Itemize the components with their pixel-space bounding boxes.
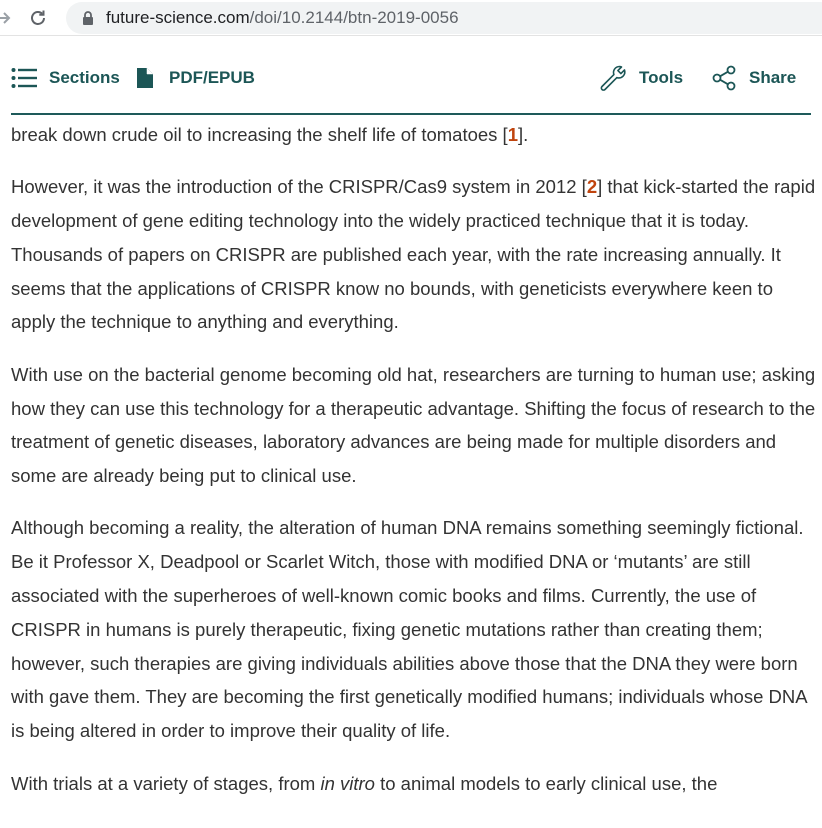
pdf-epub-button[interactable]	[136, 64, 255, 92]
wrench-icon	[599, 64, 627, 92]
p2-text: However, it was the introduction of the CRISPR/Cas9 system in 2012 [	[11, 176, 587, 198]
reference-link-2[interactable]: 2	[586, 176, 598, 198]
toolbar-divider	[11, 113, 811, 115]
sections-label: Sections	[49, 68, 120, 87]
browser-toolbar	[0, 0, 822, 36]
url-text[interactable]	[106, 8, 459, 28]
pdf-epub-label: PDF/EPUB	[169, 68, 255, 87]
p5-text: With trials at a variety of stages, from	[11, 772, 321, 794]
sections-button[interactable]	[11, 64, 120, 92]
tools-button[interactable]	[599, 64, 683, 92]
paragraph-1	[11, 118, 819, 152]
tools-label: Tools	[639, 68, 684, 87]
document-icon	[136, 67, 154, 89]
share-button[interactable]	[712, 64, 796, 92]
url-path: /doi/10.2144/btn-2019-0056	[249, 8, 459, 27]
share-label: Share	[749, 68, 797, 87]
paragraph-2	[11, 170, 819, 339]
reload-icon[interactable]	[26, 6, 50, 30]
paragraph-3: With use on the bacterial genome becoming old hat, researchers are turning to human use; asking how they can use this technology for a therapeutic advantage. Shifting the focus of research to the treatment of genetic diseases, laboratory advances are being made for multiple disorders and some are already being put to clinical use.	[11, 363, 816, 487]
p5-italic: in vitro	[320, 772, 375, 794]
paragraph-5	[11, 767, 819, 801]
p1-text-end: ].	[518, 124, 529, 145]
address-bar[interactable]	[66, 2, 822, 34]
url-host: future-science.com	[106, 8, 250, 27]
paragraph-4: Although becoming a reality, the alteration of human DNA remains something seemingly fictional. Be it Professor X, Deadpool or Scarlet Witch, those with modified DNA or ‘mutants’ are still associated with the superheroes of well-known comic books and films. Currently, the use of CRISPR in humans is purely therapeutic, fixing genetic mutations rather than creating them; however, such therapies are giving individuals abilities above those that the DNA they were born with gave them. They are becoming the first genetically modified humans; individuals whose DNA is being altered in order to improve their quality of life.	[11, 517, 807, 742]
forward-icon[interactable]	[0, 6, 16, 30]
reference-link-1[interactable]: 1	[507, 124, 518, 145]
p2-text-end: ] that kick-started the rapid development of gene editing technology into the widely practiced technique that it is today. Thousands of papers on CRISPR are published each year, with the rate increasing annually. It seems that the applications of CRISPR know no bounds, with geneticists everywhere keen to apply the technique to anything and everything.	[11, 176, 816, 333]
share-icon	[712, 65, 736, 91]
p5-text-end: to animal models to early clinical use, the	[374, 772, 718, 794]
list-icon	[11, 67, 37, 89]
article-toolbar	[0, 42, 822, 114]
article-body	[11, 118, 819, 819]
lock-icon	[80, 10, 96, 26]
p1-text: break down crude oil to increasing the shelf life of tomatoes [	[11, 124, 508, 145]
